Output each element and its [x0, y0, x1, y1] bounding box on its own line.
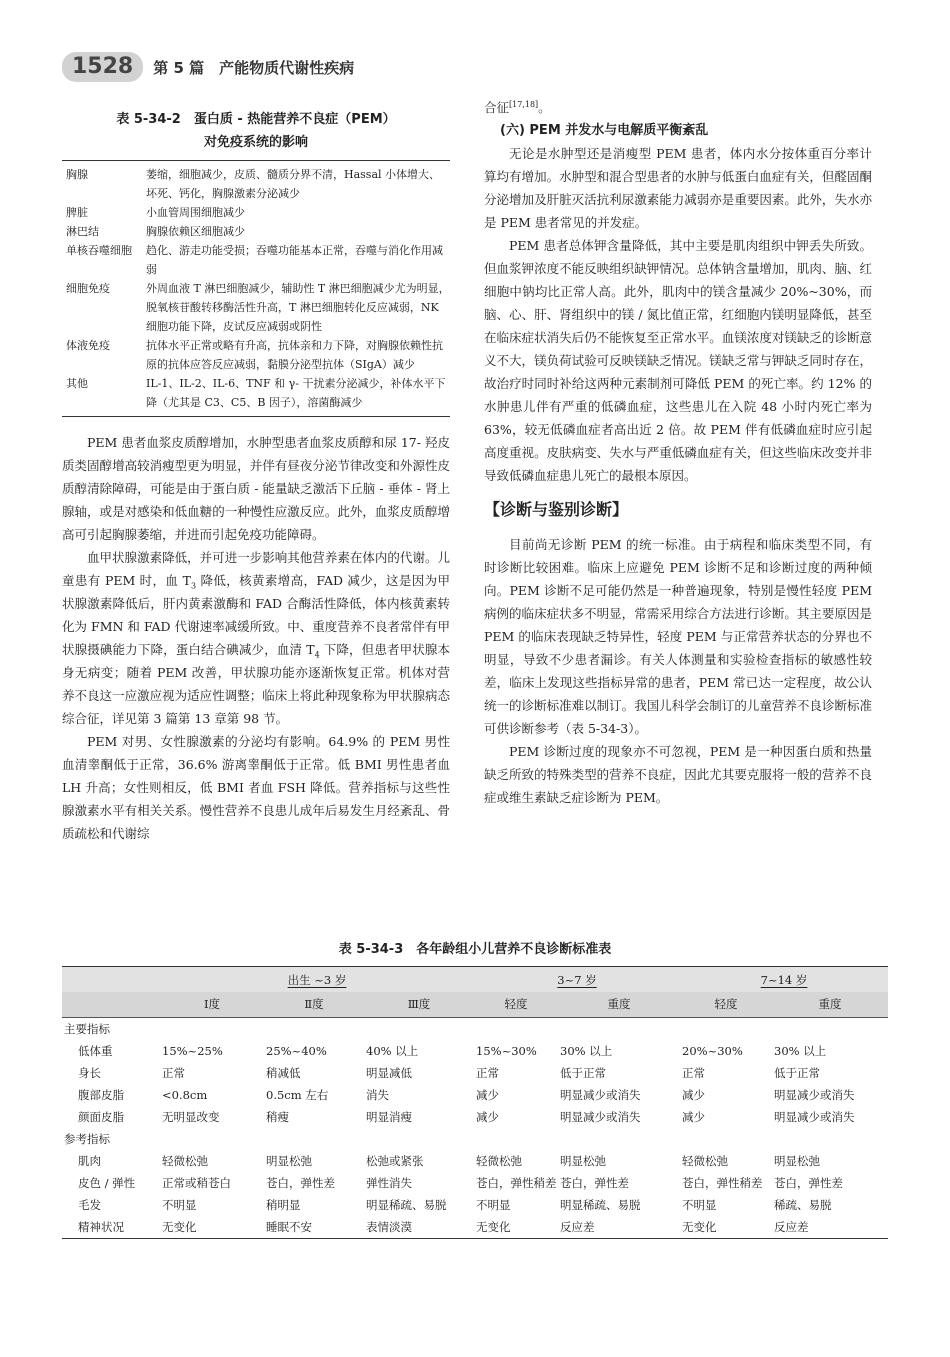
- degree-header: Ⅲ度: [364, 992, 474, 1018]
- row-label: 腹部皮脂: [78, 1088, 124, 1102]
- age-group-header-row: [62, 967, 888, 993]
- table-row: [62, 203, 450, 222]
- table-row: 身长 正常 稍减低 明显减低 正常 低于正常 正常 低于正常: [62, 1062, 888, 1084]
- organ-cell: 胸腺: [66, 168, 88, 181]
- degree-header: Ⅱ度: [264, 992, 364, 1018]
- table-row: [62, 241, 450, 279]
- table-5-34-3-caption: 表 5-34-3 各年龄组小儿营养不良诊断标准表: [338, 942, 612, 957]
- row-label: 精神状况: [62, 1216, 160, 1239]
- table-row: 毛发 不明显 稍明显 明显稀疏、易脱 不明显 明显稀疏、易脱 不明显 稀疏、易脱: [62, 1194, 888, 1216]
- effect-cell: 萎缩，细胞减少，皮质、髓质分界不清，Hassal 小体增大、坏死、钙化，胸腺激素分泌减少: [146, 168, 441, 200]
- paragraph-gonad: PEM 对男、女性腺激素的分泌均有影响。64.9% 的 PEM 男性血清睾酮低于正常，36.6% 游离睾酮低于正常。低 BMI 男性患者血 LH 升高；女性则相反，低 BMI 者血 FSH 降低。营养指标与这些性腺激素水平有相关关系。慢性营养不良患儿成年后易发生月经紊乱、骨质疏松和代谢综: [62, 734, 450, 841]
- organ-cell: 淋巴结: [66, 225, 99, 238]
- table-row: [62, 336, 450, 374]
- age-group-header: 7~14 岁: [680, 967, 888, 993]
- organ-cell: 脾脏: [66, 206, 88, 219]
- row-label: 颜面皮脂: [78, 1110, 124, 1124]
- table-5-34-2-caption: 表 5-34-2 蛋白质 - 热能营养不良症（PEM） 对免疫系统的影响: [116, 112, 396, 150]
- degree-header: 轻度: [474, 992, 558, 1018]
- table-row: 皮色 / 弹性 正常或稍苍白 苍白，弹性差 弹性消失 苍白，弹性稍差 苍白，弹性差 苍白，弹性稍差 苍白，弹性差: [62, 1172, 888, 1194]
- reference-indicators-label: 参考指标: [64, 1132, 110, 1146]
- table-5-34-3: [62, 940, 888, 1239]
- row-label: 毛发: [78, 1198, 101, 1212]
- effect-cell: 小血管周围细胞减少: [146, 206, 245, 219]
- effect-cell: 外周血液 T 淋巴细胞减少，辅助性 T 淋巴细胞减少尤为明显，脱氧核苷酸转移酶活性升高，T 淋巴细胞转化反应减弱，NK 细胞功能下降，皮试反应减弱或阴性: [146, 282, 450, 333]
- effect-cell: 抗体水平正常或略有升高，抗体亲和力下降，对胸腺依赖性抗原的抗体应答反应减弱，黏膜分泌型抗体（SIgA）减少: [146, 339, 443, 371]
- left-column: [62, 108, 450, 845]
- table-row: [62, 279, 450, 336]
- degree-header: 轻度: [680, 992, 772, 1018]
- malnutrition-criteria-table: [62, 966, 888, 1239]
- row-label: 身长: [78, 1066, 101, 1080]
- degree-header: 重度: [558, 992, 680, 1018]
- effect-cell: 胸腺依赖区细胞减少: [146, 225, 245, 238]
- row-label: 皮色 / 弹性: [78, 1176, 136, 1190]
- paragraph-thyroid: 血甲状腺激素降低，并可进一步影响其他营养素在体内的代谢。儿童患有 PEM 时，血 $T_3$ 降低，核黄素增高，FAD 减少，这是因为甲状腺激素降低后，肝内黄素激酶和 FAD 合酶活性降低，体内核黄素转化为 FMN 和 FAD 代谢速率减缓所致。中、重度营养不良者常伴有甲状腺摄碘能力下降，蛋白结合碘减少，血清 $T_4$ 下降，但患者甲状腺本身无病变；随着 PEM 改善，甲状腺功能亦逐渐恢复正常。机体对营养不良这一应激应视为适应性调整；临床上将此种现象称为甲状腺病态综合征，详见第 3 篇第 13 章第 98 节。: [62, 550, 450, 726]
- age-group-header: 3~7 岁: [474, 967, 680, 993]
- section-row: [62, 1018, 888, 1041]
- table-row: [62, 161, 450, 204]
- age-group-header: 出生 ~3 岁: [160, 967, 474, 993]
- row-label: 低体重: [78, 1044, 113, 1058]
- organ-cell: 体液免疫: [66, 339, 110, 352]
- section-heading-diagnosis: 【诊断与鉴别诊断】: [484, 500, 629, 519]
- paragraph-water: 无论是水肿型还是消瘦型 PEM 患者，体内水分按体重百分率计算均有增加。水肿型和混合型患者的水肿与低蛋白血症有关，但醛固酮分泌增加及肝脏灭活抗利尿激素能力减弱亦是重要因素。此外，失水亦是 PEM 患者常见的并发症。: [484, 146, 872, 230]
- section-row: [62, 1128, 888, 1150]
- organ-cell: 其他: [66, 377, 88, 390]
- organ-cell: 单核吞噬细胞: [66, 244, 132, 257]
- row-label: 肌肉: [78, 1154, 101, 1168]
- subsection-heading: (六) PEM 并发水与电解质平衡紊乱: [500, 123, 709, 138]
- paragraph-continuation: 合征[17,18]。: [484, 99, 551, 115]
- table-row: 腹部皮脂 <0.8cm 0.5cm 左右 消失 减少 明显减少或消失 减少 明显减少或消失: [62, 1084, 888, 1106]
- degree-header: 重度: [772, 992, 888, 1018]
- organ-cell: 细胞免疫: [66, 282, 110, 295]
- right-column: [484, 96, 872, 809]
- reference-mark: [17,18]: [509, 99, 539, 109]
- table-row: [62, 222, 450, 241]
- degree-header-row: [62, 992, 888, 1018]
- paragraph-overdiagnosis: PEM 诊断过度的现象亦不可忽视，PEM 是一种因蛋白质和热量缺乏所致的特殊类型的营养不良症，因此尤其要克服将一般的营养不良症或维生素缺乏症诊断为 PEM。: [484, 744, 872, 805]
- table-row: 肌肉 轻微松弛 明显松弛 松弛或紧张 轻微松弛 明显松弛 轻微松弛 明显松弛: [62, 1150, 888, 1172]
- table-row: [62, 374, 450, 417]
- effect-cell: IL-1、IL-2、IL-6、TNF 和 γ- 干扰素分泌减少，补体水平下降（尤其是 C3、C5、B 因子），溶菌酶减少: [146, 377, 446, 409]
- table-row: 精神状况 无变化 睡眠不安 表情淡漠 无变化 反应差 无变化 反应差: [62, 1216, 888, 1239]
- page-header: [62, 52, 354, 82]
- main-indicators-label: 主要指标: [64, 1022, 110, 1036]
- part-title: 第 5 篇 产能物质代谢性疾病: [153, 58, 355, 77]
- page-number: 1528: [62, 52, 143, 82]
- immune-effects-table: [62, 160, 450, 417]
- paragraph-electrolytes: PEM 患者总体钾含量降低，其中主要是肌肉组织中钾丢失所致。但血浆钾浓度不能反映组织缺钾情况。总体钠含量增加，肌肉、脑、红细胞中钠均比正常人高。此外，肌肉中的镁含量减少 20%~30%，而脑、心、肝、肾组织中的镁 / 氮比值正常，红细胞内镁明显降低，甚至在临床症状消失后仍不能恢复至正常水平。血镁浓度对镁缺乏的诊断意义不大，镁负荷试验可反映镁缺乏情况。镁缺乏常与钾缺乏同时存在，故治疗时同时补给这两种元素制剂可降低 PEM 的死亡率。约 12% 的水肿患儿伴有严重的低磷血症，这些患儿在入院 48 小时内死亡率为 63%，较无低磷血症者高出近 2 倍。故 PEM 伴有低磷血症时应引起高度重视。皮肤病变、失水与严重低磷血症有关，但这些临床改变并非导致低磷血症患儿死亡的最根本原因。: [484, 238, 872, 483]
- degree-header: Ⅰ度: [160, 992, 264, 1018]
- table-row: 低体重 15%~25% 25%~40% 40% 以上 15%~30% 30% 以上 20%~30% 30% 以上: [62, 1040, 888, 1062]
- paragraph-diagnosis: 目前尚无诊断 PEM 的统一标准。由于病程和临床类型不同，有时诊断比较困难。临床上应避免 PEM 诊断不足和诊断过度的两种倾向。PEM 诊断不足可能仍然是一种普遍现象，特别是慢性轻度 PEM 病例的临床症状多不明显，常需采用综合方法进行诊断。其主要原因是 PEM 的临床表现缺乏特异性，轻度 PEM 与正常营养状态的分界也不明显，导致不少患者漏诊。有关人体测量和实验检查指标的敏感性较差，临床上发现这些指标异常的患者，PEM 常已达一定程度，故公认统一的诊断标准难以制订。我国儿科学会制订的儿童营养不良诊断标准可供诊断参考（表 5-34-3）。: [484, 537, 872, 736]
- table-row: 颜面皮脂 无明显改变 稍瘦 明显消瘦 减少 明显减少或消失 减少 明显减少或消失: [62, 1106, 888, 1128]
- paragraph-cortisol: PEM 患者血浆皮质醇增加，水肿型患者血浆皮质醇和尿 17- 羟皮质类固醇增高较消瘦型更为明显，并伴有昼夜分泌节律改变和外源性皮质醇清除障碍，可能是由于蛋白质 - 能量缺乏激活下丘脑 - 垂体 - 肾上腺轴，或是对感染和低血糖的一种慢性应激反应。此外，血浆皮质醇增高可引起胸腺萎缩，并进而引起免疫功能障碍。: [62, 435, 450, 542]
- effect-cell: 趋化、游走功能受损；吞噬功能基本正常，吞噬与消化作用减弱: [146, 244, 443, 276]
